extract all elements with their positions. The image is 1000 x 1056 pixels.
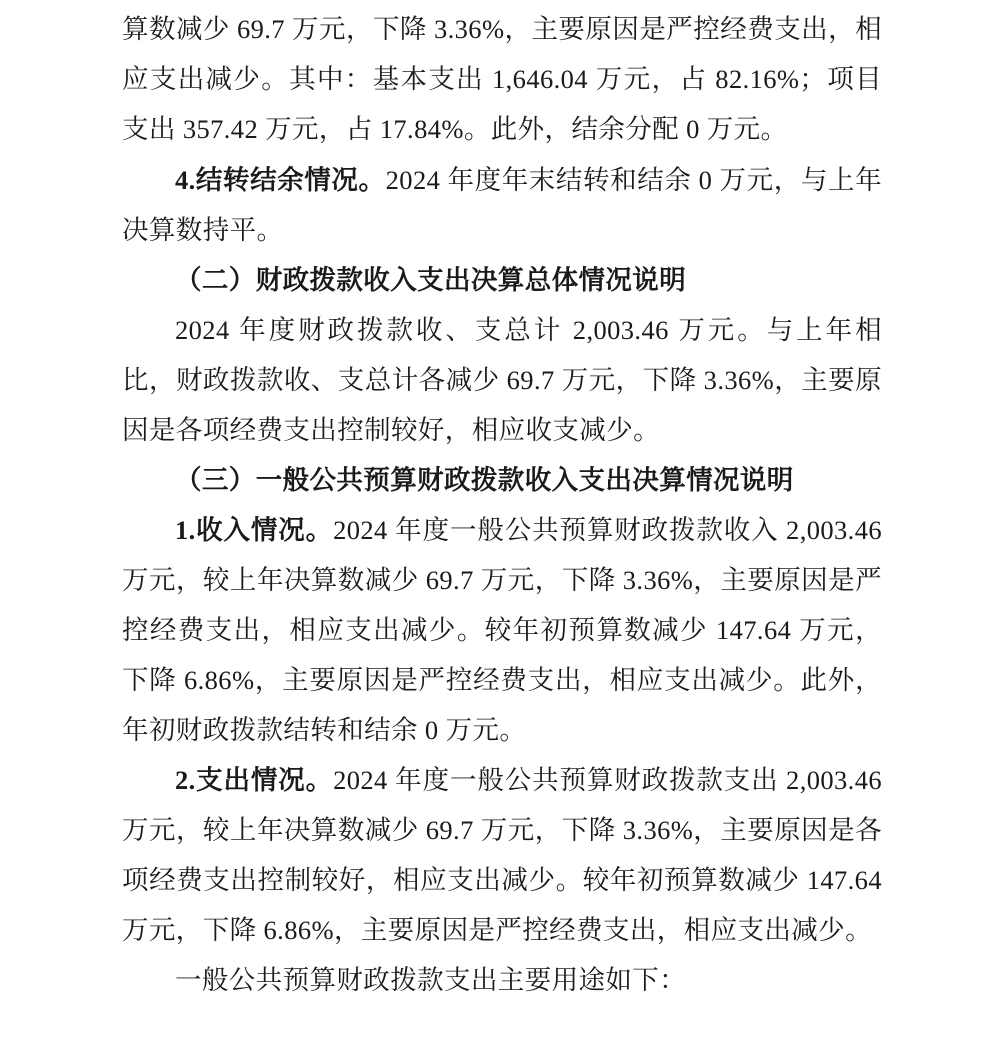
heading-section-2: （二）财政拨款收入支出决算总体情况说明 bbox=[175, 265, 687, 295]
paragraph-item-1-lead: 1.收入情况。 bbox=[175, 515, 334, 545]
paragraph-item-4 bbox=[122, 155, 882, 255]
paragraph-item-1-text: 2024 年度一般公共预算财政拨款收入 2,003.46 万元，较上年决算数减少 69.7 万元，下降 3.36%，主要原因是严控经费支出，相应支出减少。较年初预算数减少 147.64 万元，下降 6.86%，主要原因是严控经费支出，相应支出减少。此外，年初财政拨款结转和结余 0 万元。 bbox=[122, 515, 882, 745]
paragraph-item-1 bbox=[122, 505, 882, 755]
paragraph-item-2 bbox=[122, 755, 882, 955]
paragraph-item-4-text: 2024 年度年末结转和结余 0 万元，与上年决算数持平。 bbox=[122, 165, 882, 245]
paragraph-carryover-intro: 算数减少 69.7 万元，下降 3.36%，主要原因是严控经费支出，相应支出减少。其中：基本支出 1,646.04 万元，占 82.16%；项目支出 357.42 万元，占 17.84%。此外，结余分配 0 万元。 bbox=[122, 14, 882, 144]
document-body bbox=[122, 0, 882, 1005]
paragraph-item-4-lead: 4.结转结余情况。 bbox=[175, 165, 386, 195]
paragraph-item-2-text: 2024 年度一般公共预算财政拨款支出 2,003.46 万元，较上年决算数减少 69.7 万元，下降 3.36%，主要原因是各项经费支出控制较好，相应支出减少。较年初预算数减少 147.64 万元，下降 6.86%，主要原因是严控经费支出，相应支出减少。 bbox=[122, 765, 882, 945]
paragraph-usage-lead: 一般公共预算财政拨款支出主要用途如下： bbox=[175, 965, 687, 995]
heading-section-3: （三）一般公共预算财政拨款收入支出决算情况说明 bbox=[175, 465, 794, 495]
paragraph-item-2-lead: 2.支出情况。 bbox=[175, 765, 334, 795]
paragraph-section-2-body: 2024 年度财政拨款收、支总计 2,003.46 万元。与上年相比，财政拨款收、支总计各减少 69.7 万元，下降 3.36%，主要原因是各项经费支出控制较好，相应收支减少。 bbox=[122, 315, 882, 445]
